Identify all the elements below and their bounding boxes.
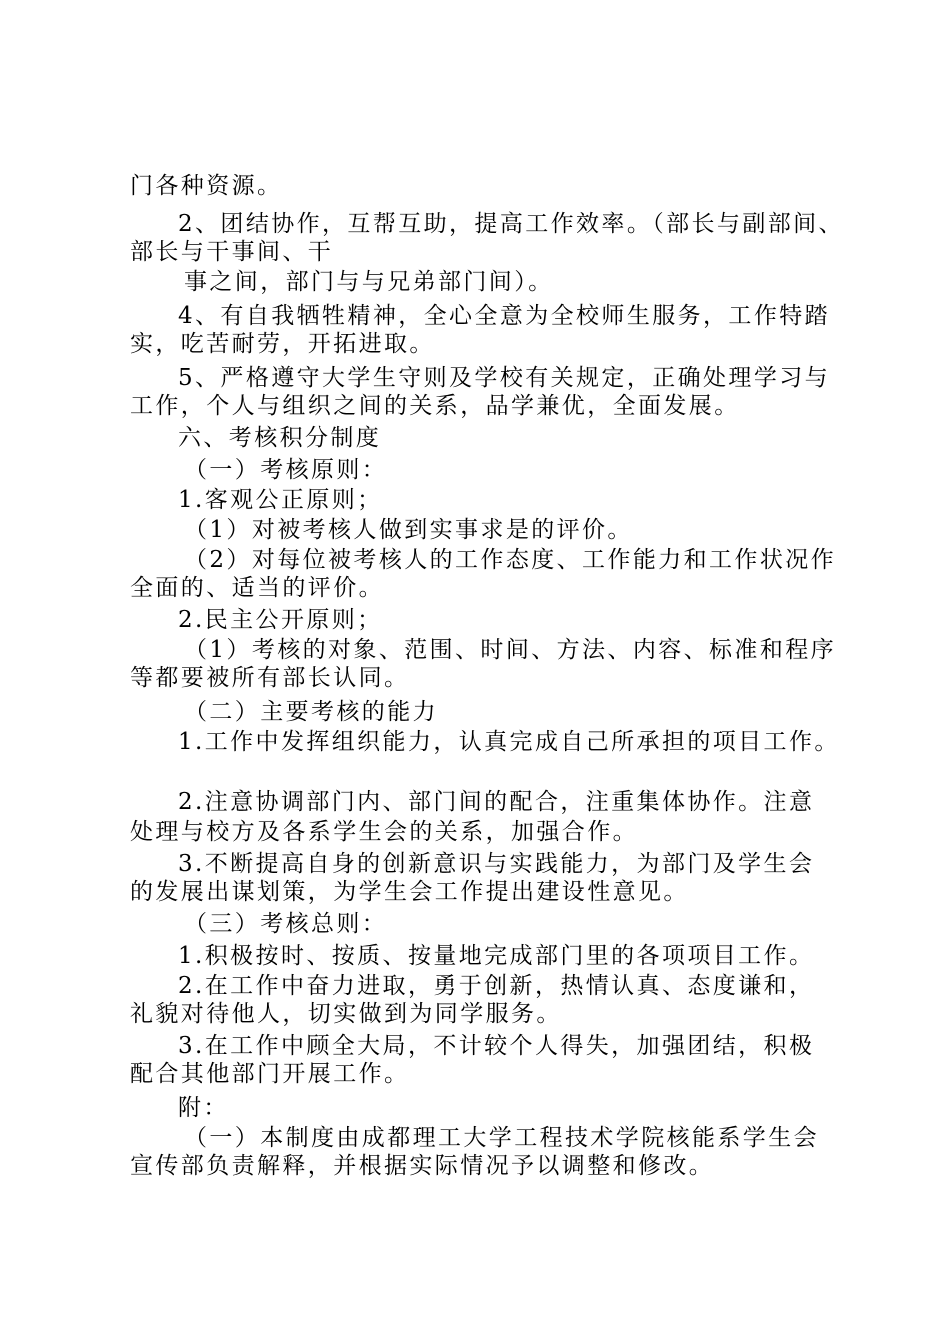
subsection-heading: （三）考核总则： bbox=[184, 911, 388, 937]
text-line: 配合其他部门开展工作。 bbox=[130, 1061, 410, 1087]
section-heading: 六、考核积分制度 bbox=[178, 425, 382, 451]
text-line: 等都要被所有部长认同。 bbox=[130, 665, 410, 691]
text-line: （1）对被考核人做到实事求是的评价。 bbox=[184, 517, 633, 543]
text-line: 宣传部负责解释，并根据实际情况予以调整和修改。 bbox=[130, 1153, 715, 1179]
text-line: 礼貌对待他人，切实做到为同学服务。 bbox=[130, 1001, 562, 1027]
text-line: 事之间，部门与与兄弟部门间）。 bbox=[184, 269, 554, 295]
text-line: 1.客观公正原则； bbox=[178, 487, 383, 513]
text-line: （一）本制度由成都理工大学工程技术学院核能系学生会 bbox=[184, 1125, 819, 1151]
text-line: 1.积极按时、按质、按量地完成部门里的各项项目工作。 bbox=[178, 943, 815, 969]
text-line: 2.在工作中奋力进取，勇于创新，热情认真、态度谦和， bbox=[178, 973, 815, 999]
text-line: 门各种资源。 bbox=[130, 173, 283, 199]
text-line: 5、严格遵守大学生守则及学校有关规定，正确处理学习与 bbox=[178, 365, 831, 391]
text-line: 4、有自我牺牲精神，全心全意为全校师生服务，工作特踏 bbox=[178, 303, 831, 329]
subsection-heading: （一）考核原则： bbox=[184, 457, 388, 483]
text-line: 全面的、适当的评价。 bbox=[130, 575, 384, 601]
subsection-heading: （二）主要考核的能力 bbox=[184, 699, 438, 725]
text-line: 部长与干事间、干 bbox=[130, 239, 334, 265]
text-line: （1）考核的对象、范围、时间、方法、内容、标准和程序 bbox=[184, 637, 837, 663]
text-line: 处理与校方及各系学生会的关系，加强合作。 bbox=[130, 819, 638, 845]
text-line: 3.在工作中顾全大局，不计较个人得失，加强团结，积极 bbox=[178, 1033, 815, 1059]
text-line: 实，吃苦耐劳，开拓进取。 bbox=[130, 331, 435, 357]
text-line: 的发展出谋划策，为学生会工作提出建设性意见。 bbox=[130, 879, 689, 905]
text-line: 2、团结协作，互帮互助，提高工作效率。（部长与副部间、 bbox=[178, 211, 844, 237]
text-line: （2）对每位被考核人的工作态度、工作能力和工作状况作 bbox=[184, 547, 837, 573]
text-line: 2.民主公开原则； bbox=[178, 607, 383, 633]
text-line: 2.注意协调部门内、部门间的配合，注重集体协作。注意 bbox=[178, 789, 815, 815]
text-line: 工作，个人与组织之间的关系，品学兼优，全面发展。 bbox=[130, 393, 740, 419]
text-line: 1.工作中发挥组织能力，认真完成自己所承担的项目工作。 bbox=[178, 729, 840, 755]
appendix-heading: 附： bbox=[178, 1095, 229, 1121]
text-line: 3.不断提高自身的创新意识与实践能力，为部门及学生会 bbox=[178, 851, 815, 877]
